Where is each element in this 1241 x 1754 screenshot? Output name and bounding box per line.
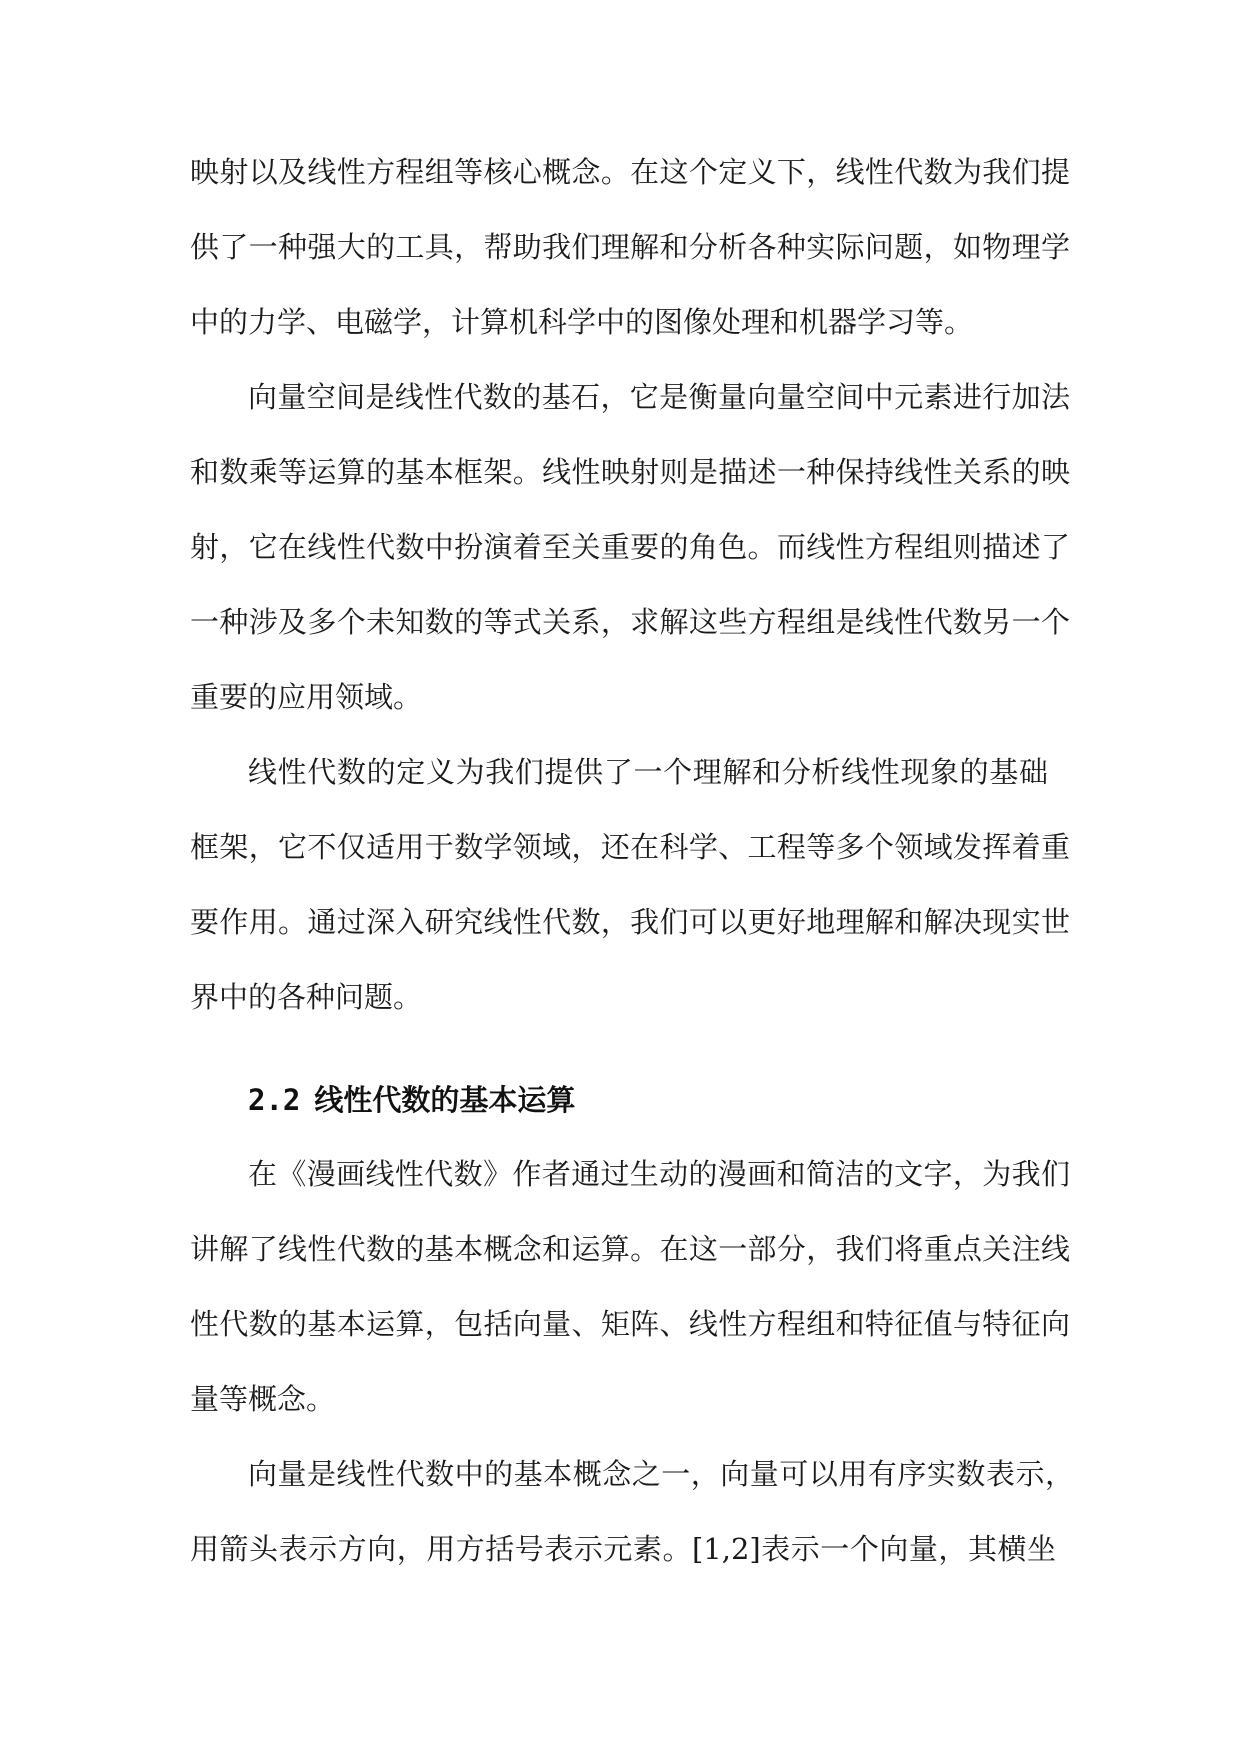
paragraph-3-line-2: 框架，它不仅适用于数学领域，还在科学、工程等多个领域发挥着重	[190, 830, 1070, 864]
paragraph-1-line-3: 中的力学、电磁学，计算机科学中的图像处理和机器学习等。	[190, 305, 974, 339]
section-title: 线性代数的基本运算	[314, 1083, 576, 1117]
paragraph-2-line-2: 和数乘等运算的基本框架。线性映射则是描述一种保持线性关系的映	[190, 455, 1070, 489]
paragraph-2-line-5: 重要的应用领域。	[190, 680, 423, 714]
paragraph-2-line-1: 向量空间是线性代数的基石，它是衡量向量空间中元素进行加法	[248, 380, 1070, 414]
paragraph-4-line-3: 性代数的基本运算，包括向量、矩阵、线性方程组和特征值与特征向	[190, 1307, 1070, 1341]
section-heading	[248, 1080, 575, 1120]
paragraph-3-line-4: 界中的各种问题。	[190, 980, 423, 1014]
paragraph-5-line-2: 用箭头表示方向，用方括号表示元素。[1,2]表示一个向量，其横坐	[190, 1532, 1056, 1566]
paragraph-1-line-1: 映射以及线性方程组等核心概念。在这个定义下，线性代数为我们提	[190, 155, 1070, 189]
paragraph-4-line-4: 量等概念。	[190, 1382, 336, 1416]
paragraph-3-line-1: 线性代数的定义为我们提供了一个理解和分析线性现象的基础	[248, 755, 1048, 789]
paragraph-4-line-1: 在《漫画线性代数》作者通过生动的漫画和简洁的文字，为我们	[248, 1157, 1070, 1191]
paragraph-4-line-2: 讲解了线性代数的基本概念和运算。在这一部分，我们将重点关注线	[190, 1232, 1070, 1266]
paragraph-2-line-3: 射，它在线性代数中扮演着至关重要的角色。而线性方程组则描述了	[190, 530, 1070, 564]
paragraph-1-line-2: 供了一种强大的工具，帮助我们理解和分析各种实际问题，如物理学	[190, 230, 1070, 264]
section-number: 2.2	[248, 1083, 301, 1117]
paragraph-3-line-3: 要作用。通过深入研究线性代数，我们可以更好地理解和解决现实世	[190, 905, 1070, 939]
paragraph-5-line-1: 向量是线性代数中的基本概念之一，向量可以用有序实数表示，	[248, 1457, 1074, 1491]
paragraph-2-line-4: 一种涉及多个未知数的等式关系，求解这些方程组是线性代数另一个	[190, 605, 1070, 639]
